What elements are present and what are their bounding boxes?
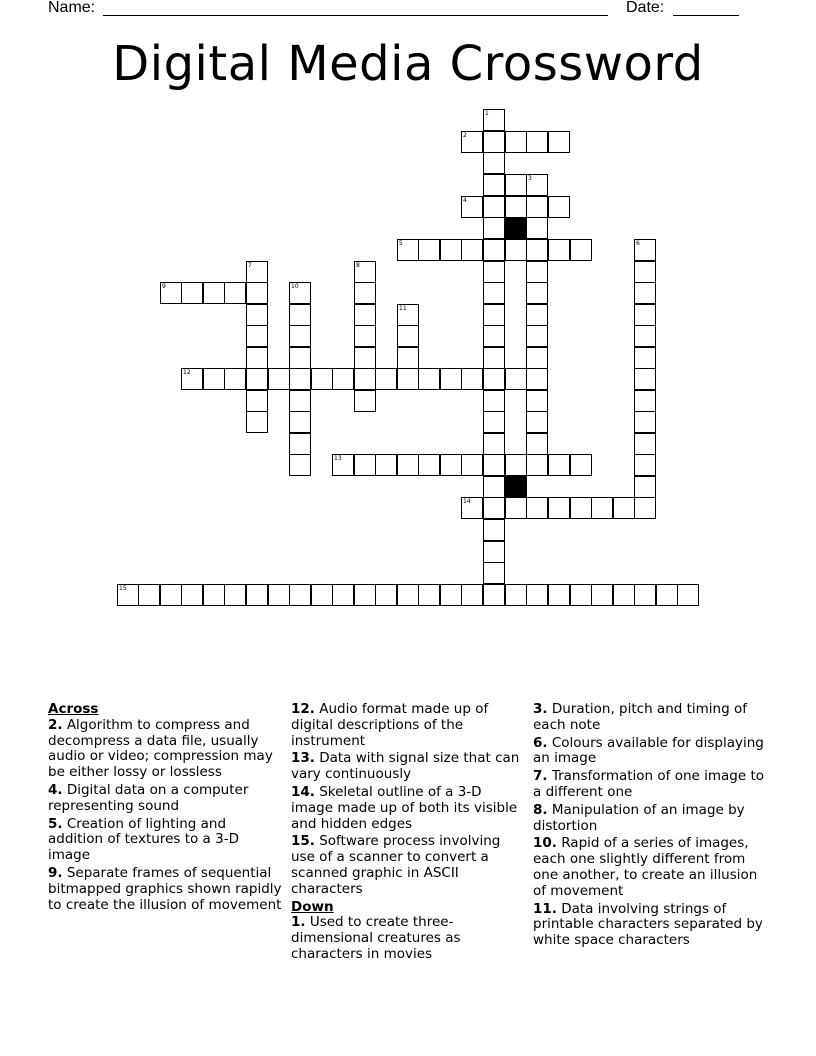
- grid-cell[interactable]: [526, 390, 548, 412]
- grid-cell[interactable]: [483, 196, 505, 218]
- grid-cell[interactable]: [634, 347, 656, 369]
- clue-column-3: [533, 702, 769, 951]
- grid-cell[interactable]: [526, 347, 548, 369]
- grid-cell[interactable]: [397, 584, 419, 606]
- clue: [48, 817, 284, 864]
- grid-cell[interactable]: [181, 584, 203, 606]
- clue: [291, 915, 527, 962]
- grid-cell[interactable]: [246, 411, 268, 433]
- grid-cell[interactable]: [505, 131, 527, 153]
- grid-cell[interactable]: [548, 584, 570, 606]
- grid-cell[interactable]: [375, 368, 397, 390]
- clue-number-label: 13: [334, 455, 342, 462]
- clue: [48, 783, 284, 815]
- grid-cell[interactable]: [483, 390, 505, 412]
- clue-text: Colours available for displaying an image: [533, 734, 764, 767]
- clue-number-label: 15: [119, 585, 127, 592]
- grid-cell[interactable]: [418, 584, 440, 606]
- grid-cell[interactable]: [548, 239, 570, 261]
- clue-number: 12.: [291, 701, 315, 717]
- grid-cell[interactable]: [138, 584, 160, 606]
- grid-cell[interactable]: [483, 282, 505, 304]
- grid-cell[interactable]: [505, 368, 527, 390]
- grid-cell[interactable]: [526, 368, 548, 390]
- grid-cell[interactable]: [526, 325, 548, 347]
- clue-number-label: 14: [463, 498, 471, 505]
- grid-cell[interactable]: [246, 325, 268, 347]
- clue-number-label: 2: [463, 132, 467, 139]
- grid-cell[interactable]: [548, 196, 570, 218]
- grid-cell[interactable]: [246, 390, 268, 412]
- clue-text: Duration, pitch and timing of each note: [533, 701, 747, 733]
- clue: [533, 769, 769, 801]
- grid-cell[interactable]: [505, 497, 527, 519]
- grid-cell[interactable]: [483, 411, 505, 433]
- clue-number: 4.: [48, 781, 63, 798]
- grid-cell[interactable]: [418, 239, 440, 261]
- grid-cell[interactable]: [483, 476, 505, 498]
- grid-cell[interactable]: [677, 584, 699, 606]
- clue-column-1: [48, 702, 284, 915]
- grid-cell[interactable]: [526, 584, 548, 606]
- grid-cell[interactable]: [656, 584, 678, 606]
- clue: [291, 834, 527, 897]
- clue-text: Data with signal size that can vary continuously: [291, 750, 520, 783]
- clue-number-label: 10: [291, 283, 299, 290]
- grid-cell[interactable]: [483, 174, 505, 196]
- grid-cell[interactable]: [289, 347, 311, 369]
- grid-cell[interactable]: [246, 584, 268, 606]
- clue: [48, 866, 284, 913]
- clue-number: 13.: [291, 750, 315, 767]
- grid-cell[interactable]: [160, 584, 182, 606]
- grid-cell[interactable]: [526, 239, 548, 261]
- grid-cell[interactable]: [289, 584, 311, 606]
- clue-text: Algorithm to compress and decompress a data file, usually audio or video; compression may be either lossy or lossless: [48, 716, 273, 781]
- grid-cell[interactable]: [591, 584, 613, 606]
- grid-cell[interactable]: [483, 239, 505, 261]
- grid-cell[interactable]: [526, 454, 548, 476]
- grid-cell[interactable]: [483, 519, 505, 541]
- clue: [533, 902, 769, 949]
- grid-cell[interactable]: [505, 239, 527, 261]
- clue-number-label: 8: [356, 262, 360, 269]
- grid-cell[interactable]: [354, 584, 376, 606]
- clue-number-label: 12: [183, 369, 191, 376]
- clue-number: 1.: [291, 914, 306, 931]
- clue-number: 3.: [533, 701, 548, 717]
- grid-cell[interactable]: [634, 325, 656, 347]
- grid-cell[interactable]: [483, 152, 505, 174]
- grid-cell[interactable]: [570, 497, 592, 519]
- clue-number: 7.: [533, 768, 548, 785]
- page-title: Digital Media Crossword: [112, 36, 704, 92]
- grid-cell[interactable]: [332, 584, 354, 606]
- clue-text: Audio format made up of digital descriptions of the instrument: [291, 701, 489, 749]
- grid-cell[interactable]: [634, 261, 656, 283]
- grid-cell[interactable]: [634, 433, 656, 455]
- blocked-cell: [505, 476, 527, 498]
- grid-cell[interactable]: [505, 196, 527, 218]
- grid-cell[interactable]: [354, 304, 376, 326]
- grid-cell[interactable]: [289, 368, 311, 390]
- clue-number-label: 5: [399, 240, 403, 247]
- grid-cell[interactable]: [224, 584, 246, 606]
- grid-cell[interactable]: [591, 497, 613, 519]
- grid-cell[interactable]: [289, 390, 311, 412]
- across-heading: Across: [48, 701, 99, 717]
- clue-number: 9.: [48, 864, 63, 881]
- grid-cell[interactable]: [634, 476, 656, 498]
- name-label: Name:: [48, 0, 96, 16]
- clue-column-2: [291, 702, 527, 965]
- grid-cell[interactable]: [634, 454, 656, 476]
- grid-cell[interactable]: [203, 282, 225, 304]
- grid-cell[interactable]: [354, 282, 376, 304]
- clue-text: Rapid of a series of images, each one slightly different from one another, to create an illusion of movement: [533, 835, 758, 899]
- grid-cell[interactable]: [181, 282, 203, 304]
- clue: [533, 803, 769, 835]
- grid-cell[interactable]: [354, 325, 376, 347]
- clue-text: Transformation of one image to a different one: [533, 768, 765, 800]
- grid-cell[interactable]: [203, 584, 225, 606]
- grid-cell[interactable]: [354, 454, 376, 476]
- clue-number: 14.: [291, 783, 315, 800]
- grid-cell[interactable]: [526, 433, 548, 455]
- grid-cell[interactable]: [526, 282, 548, 304]
- grid-cell[interactable]: [570, 584, 592, 606]
- grid-cell[interactable]: [246, 304, 268, 326]
- grid-cell[interactable]: [570, 454, 592, 476]
- grid-cell[interactable]: [613, 497, 635, 519]
- grid-cell[interactable]: [461, 239, 483, 261]
- grid-cell[interactable]: [483, 131, 505, 153]
- grid-cell[interactable]: [634, 304, 656, 326]
- grid-cell[interactable]: [461, 368, 483, 390]
- grid-cell[interactable]: [634, 584, 656, 606]
- grid-cell[interactable]: [505, 174, 527, 196]
- grid-cell[interactable]: [418, 454, 440, 476]
- grid-cell[interactable]: [483, 368, 505, 390]
- grid-cell[interactable]: [246, 368, 268, 390]
- grid-cell[interactable]: [526, 217, 548, 239]
- grid-cell[interactable]: [634, 390, 656, 412]
- grid-cell[interactable]: [526, 497, 548, 519]
- clue-text: Digital data on a computer representing sound: [48, 781, 249, 814]
- clue: [291, 702, 527, 749]
- clue-number: 2.: [48, 716, 63, 733]
- grid-cell[interactable]: [548, 454, 570, 476]
- grid-cell[interactable]: [289, 433, 311, 455]
- grid-cell[interactable]: [397, 347, 419, 369]
- grid-cell[interactable]: [461, 584, 483, 606]
- down-heading: Down: [291, 898, 334, 915]
- grid-cell[interactable]: [483, 562, 505, 584]
- grid-cell[interactable]: [224, 282, 246, 304]
- clue-number: 6.: [533, 734, 548, 751]
- grid-cell[interactable]: [570, 239, 592, 261]
- grid-cell[interactable]: [268, 368, 290, 390]
- grid-cell[interactable]: [311, 584, 333, 606]
- clue-text: Manipulation of an image by distortion: [533, 801, 745, 834]
- grid-cell[interactable]: [634, 411, 656, 433]
- clue-text: Data involving strings of printable characters separated by white space characters: [533, 900, 763, 949]
- grid-cell[interactable]: [246, 347, 268, 369]
- grid-cell[interactable]: [203, 368, 225, 390]
- grid-cell[interactable]: [483, 433, 505, 455]
- clue-number: 5.: [48, 815, 63, 832]
- clue: [533, 836, 769, 899]
- grid-cell[interactable]: [440, 368, 462, 390]
- grid-cell[interactable]: [483, 584, 505, 606]
- grid-cell[interactable]: [268, 584, 290, 606]
- grid-cell[interactable]: [548, 131, 570, 153]
- grid-cell[interactable]: [634, 282, 656, 304]
- grid-cell[interactable]: [483, 454, 505, 476]
- grid-cell[interactable]: [440, 239, 462, 261]
- clue-number-label: 9: [162, 283, 166, 290]
- grid-cell[interactable]: [483, 217, 505, 239]
- clue-number: 11.: [533, 900, 557, 917]
- clue-number-label: 6: [636, 240, 640, 247]
- grid-cell[interactable]: [634, 368, 656, 390]
- clue-number: 10.: [533, 835, 557, 852]
- date-label: Date:: [626, 0, 665, 16]
- clue: [291, 785, 527, 832]
- clue-number-label: 4: [463, 197, 467, 204]
- grid-cell[interactable]: [440, 454, 462, 476]
- grid-cell[interactable]: [332, 368, 354, 390]
- clue-number-label: 7: [248, 262, 252, 269]
- grid-cell[interactable]: [289, 411, 311, 433]
- grid-cell[interactable]: [526, 261, 548, 283]
- clue: [48, 718, 284, 781]
- grid-cell[interactable]: [375, 584, 397, 606]
- grid-cell[interactable]: [526, 411, 548, 433]
- grid-cell[interactable]: [483, 325, 505, 347]
- grid-cell[interactable]: [289, 325, 311, 347]
- grid-cell[interactable]: [505, 454, 527, 476]
- grid-cell[interactable]: [397, 325, 419, 347]
- clue-number-label: 1: [485, 110, 489, 117]
- grid-cell[interactable]: [461, 454, 483, 476]
- grid-cell[interactable]: [634, 497, 656, 519]
- grid-cell[interactable]: [289, 454, 311, 476]
- grid-cell[interactable]: [311, 368, 333, 390]
- clue-number-label: 11: [399, 305, 407, 312]
- grid-cell[interactable]: [354, 347, 376, 369]
- grid-cell[interactable]: [224, 368, 246, 390]
- grid-cell[interactable]: [483, 347, 505, 369]
- clue: [291, 751, 527, 783]
- clue-number: 8.: [533, 801, 548, 818]
- blocked-cell: [505, 217, 527, 239]
- grid-cell[interactable]: [526, 304, 548, 326]
- grid-cell[interactable]: [418, 368, 440, 390]
- grid-cell[interactable]: [397, 368, 419, 390]
- grid-cell[interactable]: [483, 304, 505, 326]
- grid-cell[interactable]: [440, 584, 462, 606]
- clue-number-label: 3: [528, 175, 532, 182]
- clue-text: Software process involving use of a scanner to convert a scanned graphic in ASCII characters: [291, 833, 501, 897]
- grid-cell[interactable]: [613, 584, 635, 606]
- grid-cell[interactable]: [526, 196, 548, 218]
- grid-cell[interactable]: [354, 390, 376, 412]
- grid-cell[interactable]: [483, 497, 505, 519]
- grid-cell[interactable]: [505, 584, 527, 606]
- clue-number: 15.: [291, 833, 315, 850]
- clue-text: Used to create three-dimensional creatures as characters in movies: [291, 914, 461, 962]
- clue-text: Skeletal outline of a 3-D image made up of both its visible and hidden edges: [291, 783, 518, 832]
- grid-cell[interactable]: [548, 497, 570, 519]
- clue: [533, 702, 769, 734]
- grid-cell[interactable]: [289, 304, 311, 326]
- grid-cell[interactable]: [375, 454, 397, 476]
- clue: [533, 736, 769, 768]
- clue-text: Separate frames of sequential bitmapped graphics shown rapidly to create the illusion of movement: [48, 864, 282, 913]
- grid-cell[interactable]: [483, 261, 505, 283]
- clue-text: Creation of lighting and addition of textures to a 3-D image: [48, 815, 239, 864]
- grid-cell[interactable]: [483, 541, 505, 563]
- grid-cell[interactable]: [526, 131, 548, 153]
- grid-cell[interactable]: [246, 282, 268, 304]
- grid-cell[interactable]: [354, 368, 376, 390]
- grid-cell[interactable]: [397, 454, 419, 476]
